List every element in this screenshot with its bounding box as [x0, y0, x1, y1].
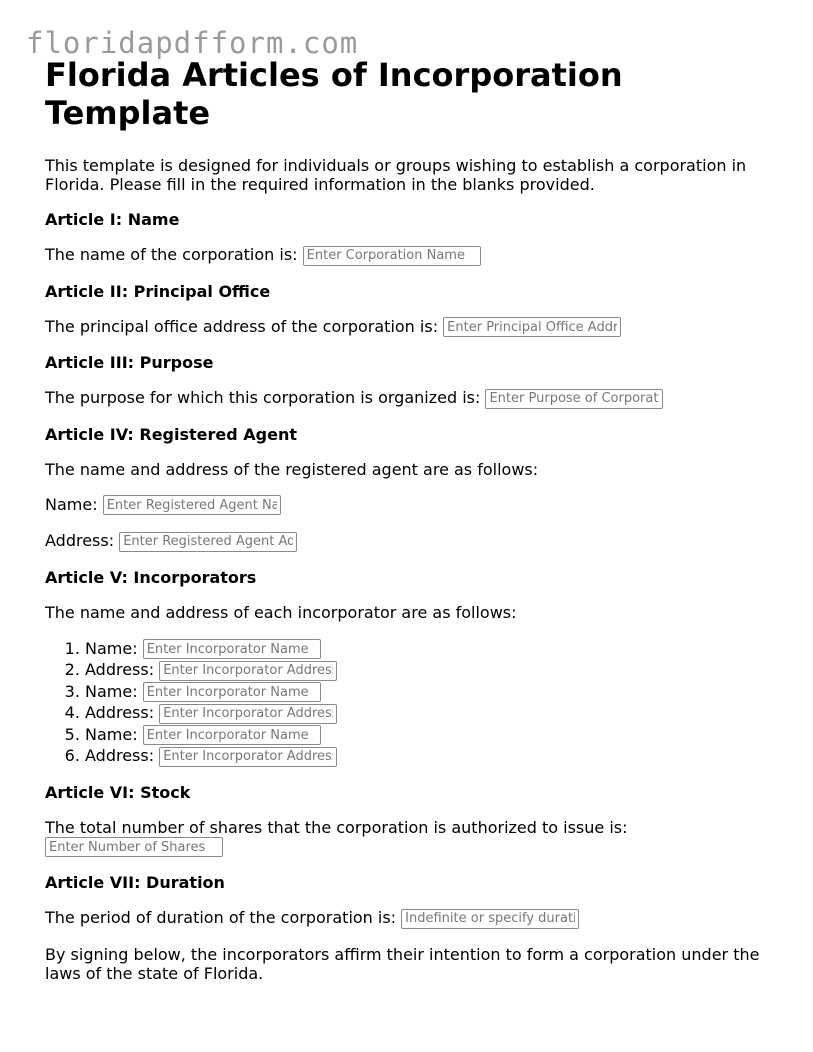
- article-6-text: The total number of shares that the corporation is authorized to issue is:: [45, 817, 628, 837]
- duration-input[interactable]: [401, 909, 579, 929]
- article-2-text: The principal office address of the corporation is:: [45, 316, 439, 336]
- list-item: [85, 659, 775, 681]
- article-7-text: The period of duration of the corporation is:: [45, 908, 397, 927]
- article-5-text: The name and address of each incorporator are as follows:: [45, 602, 517, 622]
- registered-agent-address-label: Address:: [45, 531, 115, 550]
- incorporator-label: Address:: [85, 703, 155, 722]
- incorporator-label: Name:: [85, 724, 138, 744]
- registered-agent-name-row: [45, 495, 775, 516]
- list-item: [85, 638, 775, 660]
- incorporator-name-input[interactable]: [143, 639, 321, 659]
- registered-agent-address-input[interactable]: [119, 532, 297, 552]
- incorporator-address-input[interactable]: [159, 747, 337, 767]
- article-4-text: The name and address of the registered agent are as follows:: [45, 459, 539, 479]
- incorporator-label: Address:: [85, 746, 155, 765]
- article-2-heading: Article II: Principal Office: [45, 281, 271, 301]
- article-1-heading: Article I: Name: [45, 210, 180, 229]
- principal-office-input[interactable]: [443, 317, 621, 337]
- purpose-input[interactable]: [485, 389, 663, 409]
- incorporator-address-input[interactable]: [159, 661, 337, 681]
- watermark: floridapdfform.com: [26, 26, 359, 60]
- article-6-heading: Article VI: Stock: [45, 782, 191, 802]
- incorporator-label: Name:: [85, 638, 138, 658]
- intro-paragraph: This template is designed for individuals or groups wishing to establish a corporation in Florida. Please fill in the required information in the blanks provided.: [45, 156, 747, 194]
- closing-paragraph: By signing below, the incorporators affirm their intention to form a corporation under the laws of the state of Florida.: [45, 944, 760, 983]
- incorporator-address-input[interactable]: [159, 704, 337, 724]
- incorporators-list: [45, 638, 775, 767]
- document-body: [45, 56, 775, 983]
- registered-agent-address-row: [45, 531, 775, 552]
- registered-agent-name-input[interactable]: [103, 495, 281, 515]
- incorporator-name-input[interactable]: [143, 682, 321, 702]
- article-1-row: [45, 245, 775, 266]
- article-2-row: [45, 317, 775, 338]
- registered-agent-name-label: Name:: [45, 494, 98, 514]
- list-item: [85, 702, 775, 724]
- article-1-text: The name of the corporation is:: [45, 245, 298, 264]
- incorporator-name-input[interactable]: [143, 725, 321, 745]
- incorporator-label: Address:: [85, 660, 155, 679]
- article-4-heading: Article IV: Registered Agent: [45, 424, 298, 444]
- article-7-heading: Article VII: Duration: [45, 873, 225, 892]
- article-3-heading: Article III: Purpose: [45, 353, 214, 372]
- article-3-row: [45, 388, 775, 409]
- list-item: [85, 724, 775, 746]
- corporation-name-input[interactable]: [303, 246, 481, 266]
- incorporator-label: Name:: [85, 681, 138, 701]
- page-title: Florida Articles of Incorporation Template: [45, 56, 623, 132]
- article-3-text: The purpose for which this corporation is organized is:: [45, 388, 481, 407]
- article-5-heading: Article V: Incorporators: [45, 567, 257, 587]
- article-6-row: [45, 818, 775, 858]
- article-7-row: [45, 908, 775, 929]
- list-item: [85, 745, 775, 767]
- list-item: [85, 681, 775, 703]
- number-of-shares-input[interactable]: [45, 837, 223, 857]
